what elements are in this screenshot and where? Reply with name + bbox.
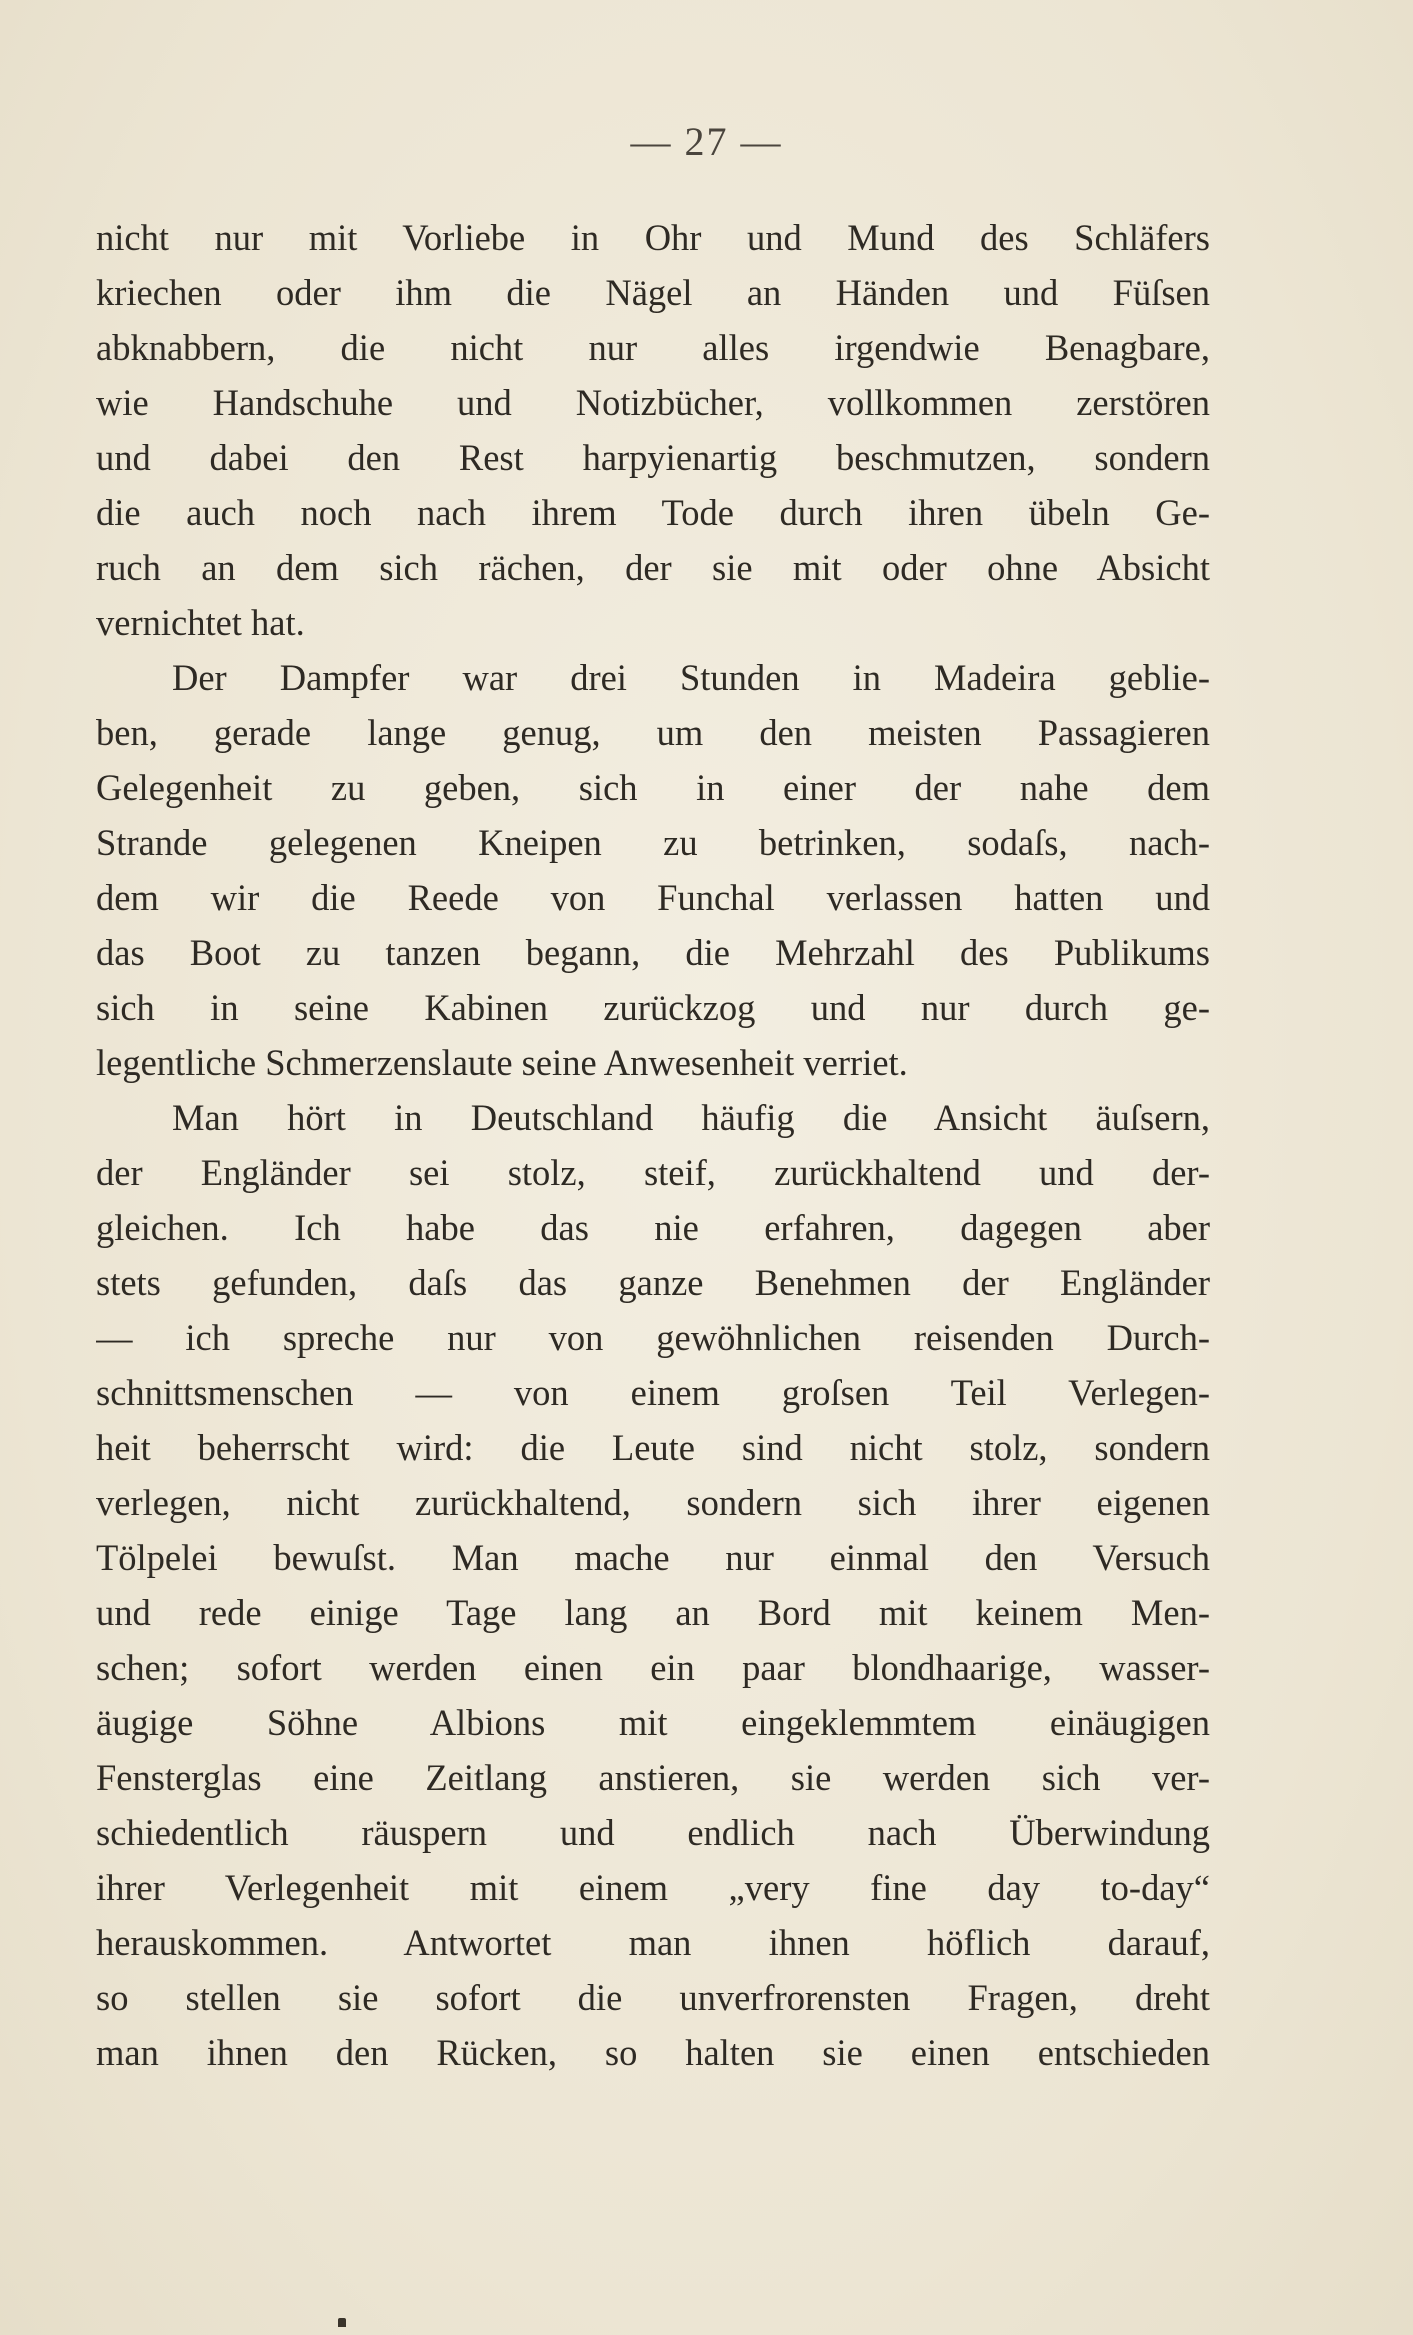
- text-line: herauskommen. Antwortet man ihnen höflich darauf,: [96, 1922, 1210, 1963]
- text-line: Tölpelei bewuſst. Man mache nur einmal den Versuch: [96, 1537, 1210, 1578]
- text-line: man ihnen den Rücken, so halten sie einen entschieden: [96, 2032, 1210, 2073]
- text-line: dem wir die Reede von Funchal verlassen hatten und: [96, 877, 1210, 918]
- paragraph-start-line: Der Dampfer war drei Stunden in Madeira geblie-: [172, 657, 1210, 698]
- text-line: abknabbern, die nicht nur alles irgendwie Benagbare,: [96, 327, 1210, 368]
- printer-mark: [338, 2318, 346, 2327]
- text-line: schiedentlich räuspern und endlich nach Überwindung: [96, 1812, 1210, 1853]
- text-line: nicht nur mit Vorliebe in Ohr und Mund des Schläfers: [96, 217, 1210, 258]
- text-line: ihrer Verlegenheit mit einem „very fine day to-day“: [96, 1867, 1210, 1908]
- text-line: ruch an dem sich rächen, der sie mit oder ohne Absicht: [96, 547, 1210, 588]
- text-line: sich in seine Kabinen zurückzog und nur durch ge-: [96, 987, 1210, 1028]
- paragraph-end-line: vernichtet hat.: [96, 602, 305, 643]
- paragraph-start-line: Man hört in Deutschland häufig die Ansicht äuſsern,: [172, 1097, 1210, 1138]
- text-line: äugige Söhne Albions mit eingeklemmtem einäugigen: [96, 1702, 1210, 1743]
- text-line: die auch noch nach ihrem Tode durch ihren übeln Ge-: [96, 492, 1210, 533]
- text-line: — ich spreche nur von gewöhnlichen reisenden Durch-: [96, 1317, 1210, 1358]
- text-line: wie Handschuhe und Notizbücher, vollkommen zerstören: [96, 382, 1210, 423]
- text-line: Gelegenheit zu geben, sich in einer der nahe dem: [96, 767, 1210, 808]
- text-line: kriechen oder ihm die Nägel an Händen und Füſsen: [96, 272, 1210, 313]
- text-line: Strande gelegenen Kneipen zu betrinken, sodaſs, nach-: [96, 822, 1210, 863]
- text-line: heit beherrscht wird: die Leute sind nicht stolz, sondern: [96, 1427, 1210, 1468]
- text-line: Fensterglas eine Zeitlang anstieren, sie werden sich ver-: [96, 1757, 1210, 1798]
- page-number: — 27 —: [630, 119, 783, 164]
- body-text: [96, 210, 1210, 2080]
- text-line: ben, gerade lange genug, um den meisten Passagieren: [96, 712, 1210, 753]
- text-line: schen; sofort werden einen ein paar blondhaarige, wasser-: [96, 1647, 1210, 1688]
- text-line: stets gefunden, daſs das ganze Benehmen der Engländer: [96, 1262, 1210, 1303]
- text-line: gleichen. Ich habe das nie erfahren, dagegen aber: [96, 1207, 1210, 1248]
- text-line: der Engländer sei stolz, steif, zurückhaltend und der-: [96, 1152, 1210, 1193]
- text-line: und rede einige Tage lang an Bord mit keinem Men-: [96, 1592, 1210, 1633]
- paragraph-end-line: legentliche Schmerzenslaute seine Anwesenheit verriet.: [96, 1042, 908, 1083]
- text-line: das Boot zu tanzen begann, die Mehrzahl des Publikums: [96, 932, 1210, 973]
- text-line: verlegen, nicht zurückhaltend, sondern sich ihrer eigenen: [96, 1482, 1210, 1523]
- text-line: so stellen sie sofort die unverfrorensten Fragen, dreht: [96, 1977, 1210, 2018]
- text-line: und dabei den Rest harpyienartig beschmutzen, sondern: [96, 437, 1210, 478]
- text-line: schnittsmenschen — von einem groſsen Teil Verlegen-: [96, 1372, 1210, 1413]
